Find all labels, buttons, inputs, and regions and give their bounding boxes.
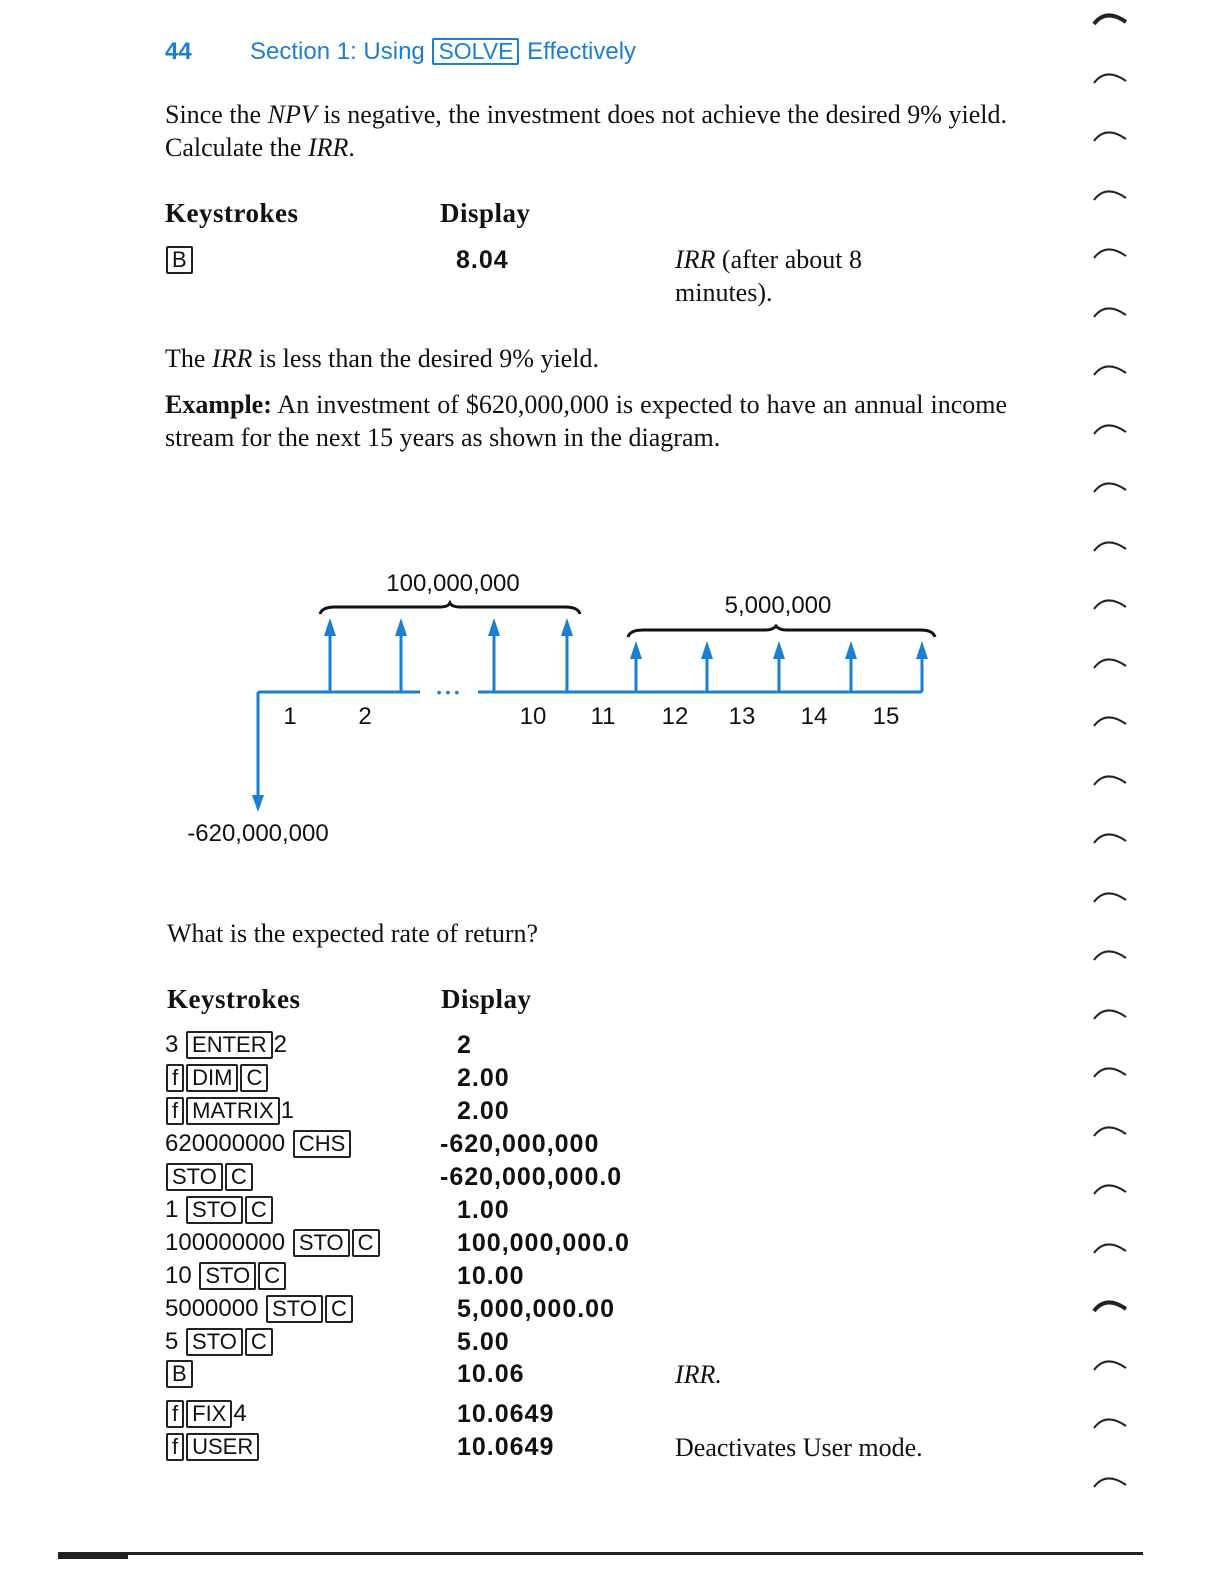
display-value: -620,000,000: [440, 1130, 600, 1158]
keystroke-number: 100000000: [165, 1229, 286, 1256]
keystroke-number: 3: [165, 1031, 179, 1058]
display-value: 10.00: [457, 1262, 525, 1290]
key-user-icon: USER: [186, 1433, 259, 1461]
intro-text-1: Since the: [165, 100, 268, 129]
key-c-icon: C: [325, 1295, 353, 1323]
question-text: What is the expected rate of return?: [167, 919, 539, 948]
binding-ring-icon: [1092, 533, 1132, 555]
key-b-icon: B: [166, 1360, 193, 1388]
table1-display: 8.04: [456, 246, 509, 274]
keystroke-number: 620000000: [165, 1130, 286, 1157]
period-label: 1: [283, 703, 297, 730]
key-sto-icon: STO: [166, 1163, 223, 1191]
binding-ring-icon: [1092, 416, 1132, 438]
binding-ring-icon: [1092, 1410, 1132, 1432]
period-label: 10: [519, 703, 547, 730]
keystroke-number: 5: [165, 1328, 179, 1355]
binding-ring-icon: [1092, 123, 1132, 145]
binding-ring-icon: [1092, 1118, 1132, 1140]
arrowhead-15a: [845, 641, 857, 659]
section-suffix: Effectively: [527, 38, 637, 65]
display-value: 10.0649: [457, 1433, 555, 1461]
axis-ellipsis: • • •: [436, 684, 460, 700]
page-bottom-rule-thick: [58, 1552, 128, 1559]
label-group-1: 100,000,000: [386, 570, 520, 597]
example-label: Example:: [165, 390, 272, 419]
solve-key: SOLVE: [432, 38, 519, 65]
key-sto-icon: STO: [199, 1262, 256, 1290]
display-value: 1.00: [457, 1196, 510, 1224]
key-fix-icon: FIX: [186, 1400, 232, 1428]
key-sto-icon: STO: [186, 1328, 243, 1356]
arrowhead-14: [773, 641, 785, 659]
binding-ring-icon: [1092, 591, 1132, 613]
keystroke-cell: [165, 1399, 247, 1429]
keystroke-cell: [165, 1432, 260, 1462]
table1-note-text: (after about 8 minutes).: [675, 245, 862, 307]
period-label: 12: [661, 703, 689, 730]
binding-ring-icon: [1092, 767, 1132, 789]
key-b: B: [166, 246, 193, 274]
binding-ring-icon: [1092, 240, 1132, 262]
arrowhead-2: [395, 618, 407, 636]
display-note: IRR.: [675, 1360, 722, 1389]
display-value: 5,000,000.00: [457, 1295, 615, 1323]
keystroke-cell: [165, 1228, 381, 1258]
section-prefix: Section 1: Using: [250, 38, 425, 65]
binding-ring-icon: [1092, 65, 1132, 87]
arrowhead-10: [488, 618, 500, 636]
keystroke-number: 4: [233, 1400, 247, 1427]
key-c-icon: C: [352, 1229, 380, 1257]
intro-npv: NPV: [267, 100, 317, 129]
keystroke-cell: [165, 1030, 287, 1060]
irr-statement-irr: IRR: [211, 344, 253, 373]
key-matrix-icon: MATRIX: [186, 1097, 279, 1125]
binding-ring-icon: [1092, 884, 1132, 906]
label-outflow: -620,000,000: [187, 820, 329, 847]
key-c-icon: C: [245, 1196, 273, 1224]
keystroke-cell: [165, 1294, 354, 1324]
key-f-icon: f: [166, 1097, 184, 1125]
key-f-icon: f: [166, 1064, 184, 1092]
display-note: Deactivates User mode.: [675, 1433, 923, 1462]
key-c-icon: C: [258, 1262, 286, 1290]
key-f-icon: f: [166, 1433, 184, 1461]
intro-text-3: .: [348, 133, 355, 162]
intro-irr: IRR: [307, 133, 349, 162]
binding-ring-icon: [1092, 6, 1132, 28]
brace-group-2: [628, 626, 935, 637]
arrowhead-15b: [916, 641, 928, 659]
key-dim-icon: DIM: [186, 1064, 238, 1092]
keystroke-number: 1: [280, 1097, 294, 1124]
keystroke-cell: [165, 1063, 269, 1093]
page-bottom-rule: [58, 1552, 1143, 1555]
display-value: 5.00: [457, 1328, 510, 1356]
period-label: 13: [728, 703, 756, 730]
table1-note-irr: IRR: [675, 245, 716, 274]
key-sto-icon: STO: [293, 1229, 350, 1257]
display-value: 2.00: [457, 1064, 510, 1092]
period-label: 14: [800, 703, 828, 730]
period-label: 2: [358, 703, 372, 730]
intro-paragraph: [165, 98, 1007, 164]
binding-ring-icon: [1092, 357, 1132, 379]
binding-ring-icon: [1092, 299, 1132, 321]
label-group-2: 5,000,000: [724, 592, 832, 619]
period-label: 11: [590, 703, 616, 730]
intro-text-2: is negative, the investment does not achieve the desired 9% yield. Calculate the: [165, 100, 1007, 162]
binding-ring-icon: [1092, 1059, 1132, 1081]
table1-keystroke: [165, 245, 194, 275]
example-paragraph: [165, 388, 1007, 454]
key-c-icon: C: [240, 1064, 268, 1092]
table1-note: [675, 243, 935, 309]
keystroke-number: 1: [165, 1196, 179, 1223]
period-label: 15: [872, 703, 900, 730]
binding-ring-icon: [1092, 942, 1132, 964]
key-f-icon: f: [166, 1400, 184, 1428]
outflow-arrowhead: [252, 795, 264, 812]
keystroke-cell: [165, 1096, 294, 1126]
binding-ring-icon: [1092, 825, 1132, 847]
keystroke-cell: [165, 1327, 274, 1357]
display-value: 10.06: [457, 1360, 525, 1388]
key-enter-icon: ENTER: [186, 1031, 273, 1059]
binding-ring-icon: [1092, 1176, 1132, 1198]
display-value: -620,000,000.0: [440, 1163, 623, 1191]
display-value: 100,000,000.0: [457, 1229, 630, 1257]
key-chs-icon: CHS: [293, 1130, 351, 1158]
irr-statement-a: The: [165, 344, 212, 373]
table1-keystrokes-header: Keystrokes: [165, 198, 299, 228]
irr-statement-b: is less than the desired 9% yield.: [252, 344, 599, 373]
display-value: 10.0649: [457, 1400, 555, 1428]
binding-ring-icon: [1092, 1469, 1132, 1491]
key-sto-icon: STO: [266, 1295, 323, 1323]
page-number: 44: [165, 38, 192, 65]
binding-ring-icon: [1092, 474, 1132, 496]
keystroke-cell: [165, 1195, 274, 1225]
display-value: 2.00: [457, 1097, 510, 1125]
table2-keystrokes-header: Keystrokes: [167, 984, 301, 1014]
keystroke-number: 5000000: [165, 1295, 259, 1322]
arrowhead-13: [701, 641, 713, 659]
binding-ring-icon: [1092, 1293, 1132, 1315]
example-text: An investment of $620,000,000 is expected to have an annual income stream for the next 15 years as shown in the diagram.: [165, 390, 1007, 452]
binding-ring-icon: [1092, 1235, 1132, 1257]
keystroke-cell: [165, 1359, 194, 1389]
binding-ring-icon: [1092, 1001, 1132, 1023]
table2-display-header: Display: [441, 984, 532, 1014]
table1-display-header: Display: [440, 198, 531, 228]
key-c-icon: C: [245, 1328, 273, 1356]
arrowhead-12: [630, 641, 642, 659]
key-sto-icon: STO: [186, 1196, 243, 1224]
binding-ring-icon: [1092, 708, 1132, 730]
display-value: 2: [457, 1031, 472, 1059]
binding-ring-icon: [1092, 182, 1132, 204]
irr-statement: [165, 342, 599, 375]
keystroke-cell: [165, 1162, 254, 1192]
binding-ring-icon: [1092, 1352, 1132, 1374]
keystroke-number: 10: [165, 1262, 192, 1289]
arrowhead-1: [324, 618, 336, 636]
arrowhead-11: [561, 618, 573, 636]
brace-group-1: [320, 603, 580, 614]
key-c-icon: C: [225, 1163, 253, 1191]
section-title: [250, 38, 636, 66]
binding-ring-icon: [1092, 650, 1132, 672]
keystroke-cell: [165, 1261, 287, 1291]
keystroke-number: 2: [273, 1031, 287, 1058]
keystroke-cell: [165, 1129, 352, 1159]
